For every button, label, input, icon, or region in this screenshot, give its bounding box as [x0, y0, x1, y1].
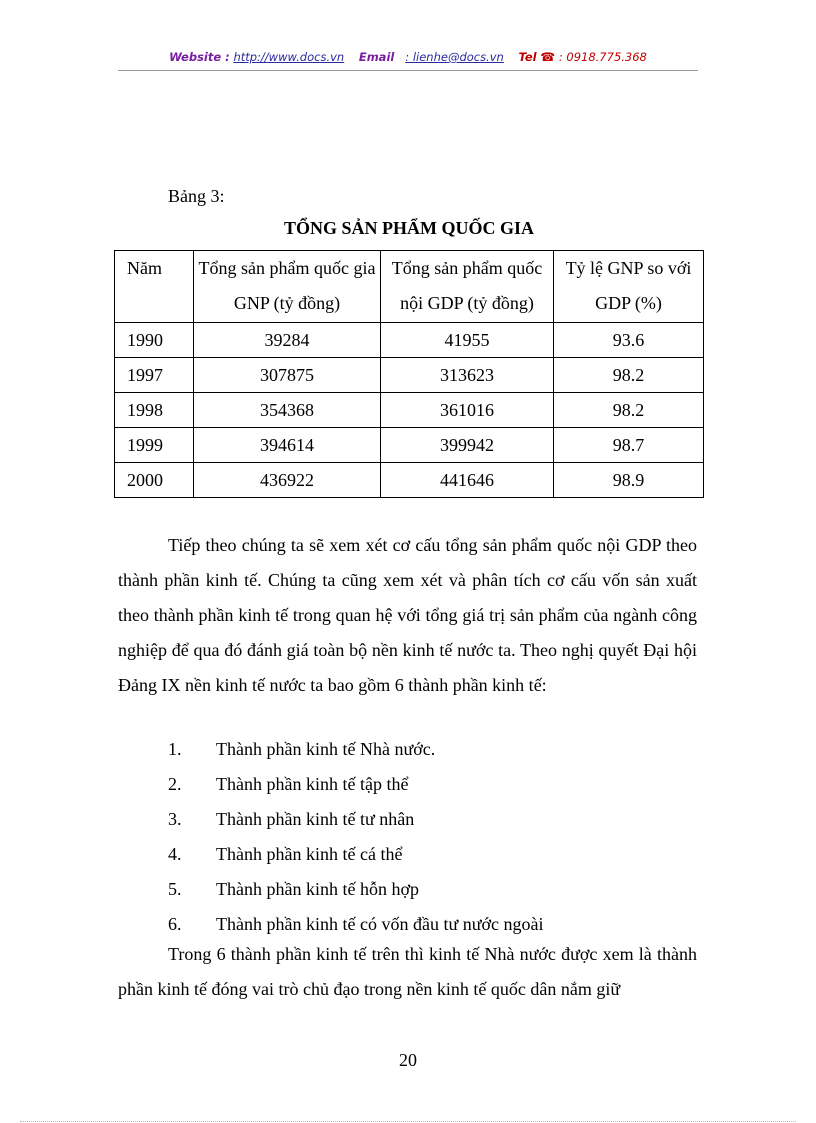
header-cell-gnp: Tổng sản phẩm quốc gia GNP (tỷ đồng): [194, 251, 381, 323]
website-link[interactable]: http://www.docs.vn: [233, 50, 345, 64]
list-item: 1. Thành phần kinh tế Nhà nước.: [168, 739, 436, 759]
cell-year: 1999: [115, 428, 194, 463]
list-item: 3. Thành phần kinh tế tư nhân: [168, 809, 415, 829]
cell-gnp: 307875: [194, 358, 381, 393]
list-item: 6. Thành phần kinh tế có vốn đầu tư nước ngoài: [168, 914, 544, 934]
header-cell-year: Năm: [115, 251, 194, 323]
table-title: TỔNG SẢN PHẨM QUỐC GIA: [283, 218, 534, 238]
cell-gdp: 399942: [381, 428, 554, 463]
cell-gdp: 441646: [381, 463, 554, 498]
paragraph-2-text: Trong 6 thành phần kinh tế trên thì kinh tế Nhà nước được xem là thành phần kinh tế đóng vai trò chủ đạo trong nền kinh tế quốc dân nắm giữ: [118, 944, 697, 999]
email-label: Email: [358, 50, 395, 64]
website-label: Website :: [169, 50, 230, 64]
cell-ratio: 98.2: [554, 358, 704, 393]
table-row: [115, 463, 704, 498]
phone-icon: ☎: [540, 50, 556, 64]
paragraph-1-text: Tiếp theo chúng ta sẽ xem xét cơ cấu tổng sản phẩm quốc nội GDP theo thành phần kinh tế. Chúng ta cũng xem xét và phân tích cơ cấu vốn sản xuất theo thành phần kinh tế trong quan hệ với tổng giá trị sản phẩm của ngành công nghiệp để qua đó đánh giá toàn bộ nền kinh tế nước ta. Theo nghị quyết Đại hội Đảng IX nền kinh tế nước ta bao gồm 6 thành phần kinh tế:: [118, 535, 697, 695]
header-divider: [118, 70, 698, 71]
economic-sectors-list: [168, 732, 543, 942]
cell-year: 1997: [115, 358, 194, 393]
table-row: [115, 358, 704, 393]
cell-gdp: 313623: [381, 358, 554, 393]
tel-label: Tel: [518, 50, 537, 64]
email-link[interactable]: : lienhe@docs.vn: [405, 50, 504, 64]
table-header-row: [115, 251, 704, 323]
table-row: [115, 393, 704, 428]
table-row: [115, 428, 704, 463]
page-number: 20: [399, 1050, 417, 1070]
cell-gdp: 41955: [381, 323, 554, 358]
list-item: 4. Thành phần kinh tế cá thể: [168, 844, 403, 864]
cell-ratio: 98.9: [554, 463, 704, 498]
tel-value: : 0918.775.368: [558, 50, 647, 64]
table-row: [115, 323, 704, 358]
cell-ratio: 98.7: [554, 428, 704, 463]
table-caption: Bảng 3:: [168, 186, 225, 206]
list-item: 5. Thành phần kinh tế hỗn hợp: [168, 879, 419, 899]
cell-year: 1990: [115, 323, 194, 358]
footer-divider: [20, 1121, 796, 1122]
cell-gnp: 354368: [194, 393, 381, 428]
header-cell-gdp: Tổng sản phẩm quốc nội GDP (tỷ đồng): [381, 251, 554, 323]
page-header: [118, 50, 698, 64]
cell-gdp: 361016: [381, 393, 554, 428]
cell-year: 1998: [115, 393, 194, 428]
cell-ratio: 93.6: [554, 323, 704, 358]
body-paragraph-1: [118, 528, 697, 703]
cell-ratio: 98.2: [554, 393, 704, 428]
gnp-gdp-table: [114, 250, 704, 498]
cell-gnp: 394614: [194, 428, 381, 463]
header-cell-ratio: Tỷ lệ GNP so với GDP (%): [554, 251, 704, 323]
body-paragraph-2: [118, 937, 697, 1007]
list-item: 2. Thành phần kinh tế tập thể: [168, 774, 409, 794]
cell-gnp: 39284: [194, 323, 381, 358]
cell-gnp: 436922: [194, 463, 381, 498]
cell-year: 2000: [115, 463, 194, 498]
